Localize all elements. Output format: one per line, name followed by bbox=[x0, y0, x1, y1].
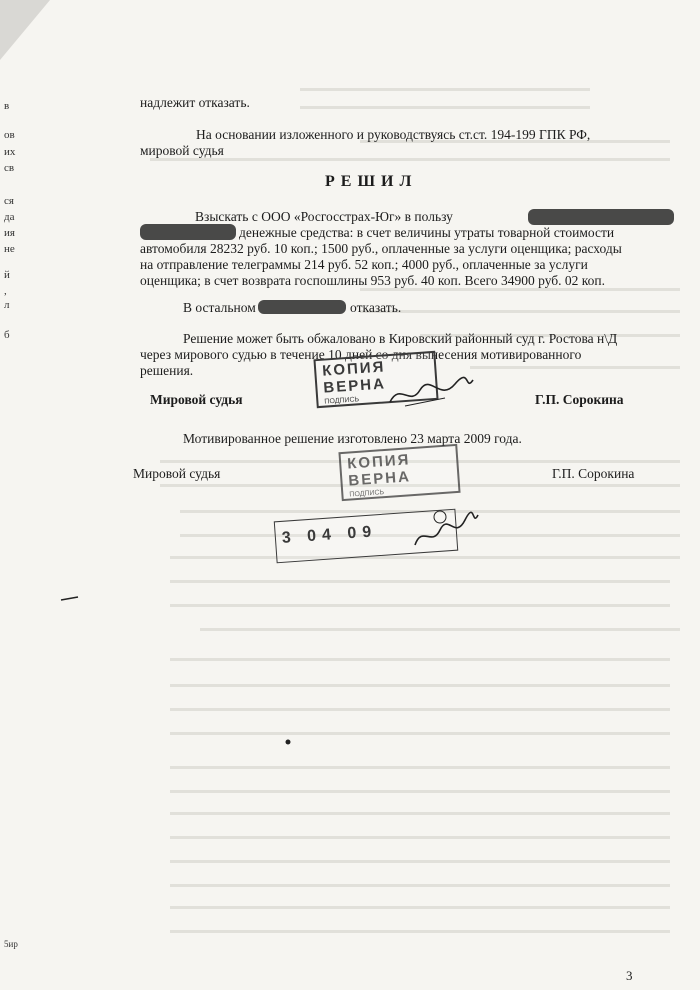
margin-fragment: св bbox=[4, 162, 15, 174]
stamp-caption: ПОДПИСЬ bbox=[324, 396, 360, 406]
page-number: 3 bbox=[626, 968, 633, 983]
remainder-label: В остальном bbox=[183, 300, 256, 315]
ruling-line-2: денежные средства: в счет величины утраты товарной стоимости bbox=[239, 225, 615, 240]
margin-fragment: б bbox=[4, 329, 10, 341]
signature-name: Г.П. Сорокина bbox=[535, 392, 624, 407]
margin-fragment: не bbox=[4, 243, 15, 255]
margin-fragment: 5ир bbox=[4, 939, 18, 949]
margin-fragment: л bbox=[4, 299, 10, 311]
ruling-line-4: на отправление телеграммы 214 руб. 52 коп.; 4000 руб., оплаченные за услуги bbox=[140, 257, 588, 272]
redaction-block bbox=[140, 224, 236, 240]
remainder-text: отказать. bbox=[350, 300, 402, 315]
ink-mark bbox=[60, 595, 80, 603]
margin-fragment: й bbox=[4, 269, 10, 281]
appeal-line-3: решения. bbox=[140, 363, 194, 378]
date-stamp-text: 3 04 09 bbox=[281, 523, 378, 547]
stamp-text: КОПИЯ ВЕРНА bbox=[346, 451, 412, 490]
margin-fragment: , bbox=[4, 285, 7, 297]
motivated-decision-line: Мотивированное решение изготовлено 23 марта 2009 года. bbox=[183, 431, 522, 446]
signature-scribble bbox=[385, 372, 475, 412]
stamp-caption: ПОДПИСЬ bbox=[349, 489, 385, 499]
ruling-line-5: оценщика; в счет возврата госпошлины 953 руб. 40 коп. Всего 34900 руб. 02 коп. bbox=[140, 273, 605, 288]
ruling-line-3: автомобиля 28232 руб. 10 коп.; 1500 руб., оплаченные за услуги оценщика; расходы bbox=[140, 241, 622, 256]
margin-fragment: да bbox=[4, 211, 15, 223]
judge-line: мировой судья bbox=[140, 143, 224, 158]
margin-fragment: в bbox=[4, 100, 10, 112]
signature-scribble bbox=[410, 505, 480, 555]
signature-role: Мировой судья bbox=[150, 392, 243, 407]
basis-line: На основании изложенного и руководствуясь ст.ст. 194-199 ГПК РФ, bbox=[196, 127, 591, 142]
margin-fragment: их bbox=[4, 146, 16, 158]
appeal-line-2: через мирового судью в течение 10 дней со дня вынесения мотивированного bbox=[140, 347, 582, 362]
redaction-block bbox=[258, 300, 346, 314]
margin-fragment: ов bbox=[4, 129, 15, 141]
signature-name: Г.П. Сорокина bbox=[552, 466, 635, 481]
appeal-line-1: Решение может быть обжаловано в Кировский районный суд г. Ростова н\Д bbox=[183, 331, 618, 346]
margin-fragment: ся bbox=[4, 195, 14, 207]
resolution-heading: Р Е Ш И Л bbox=[325, 173, 413, 190]
redaction-block bbox=[528, 209, 674, 225]
signature-role: Мировой судья bbox=[133, 466, 221, 481]
intro-line: надлежит отказать. bbox=[140, 95, 250, 110]
margin-fragment: ия bbox=[4, 227, 15, 239]
stamp-text: КОПИЯ ВЕРНА bbox=[321, 358, 387, 397]
ruling-line-1: Взыскать с ООО «Росгосстрах-Юг» в пользу bbox=[195, 209, 453, 224]
copy-verified-stamp bbox=[338, 444, 460, 501]
ink-dot bbox=[284, 738, 292, 746]
